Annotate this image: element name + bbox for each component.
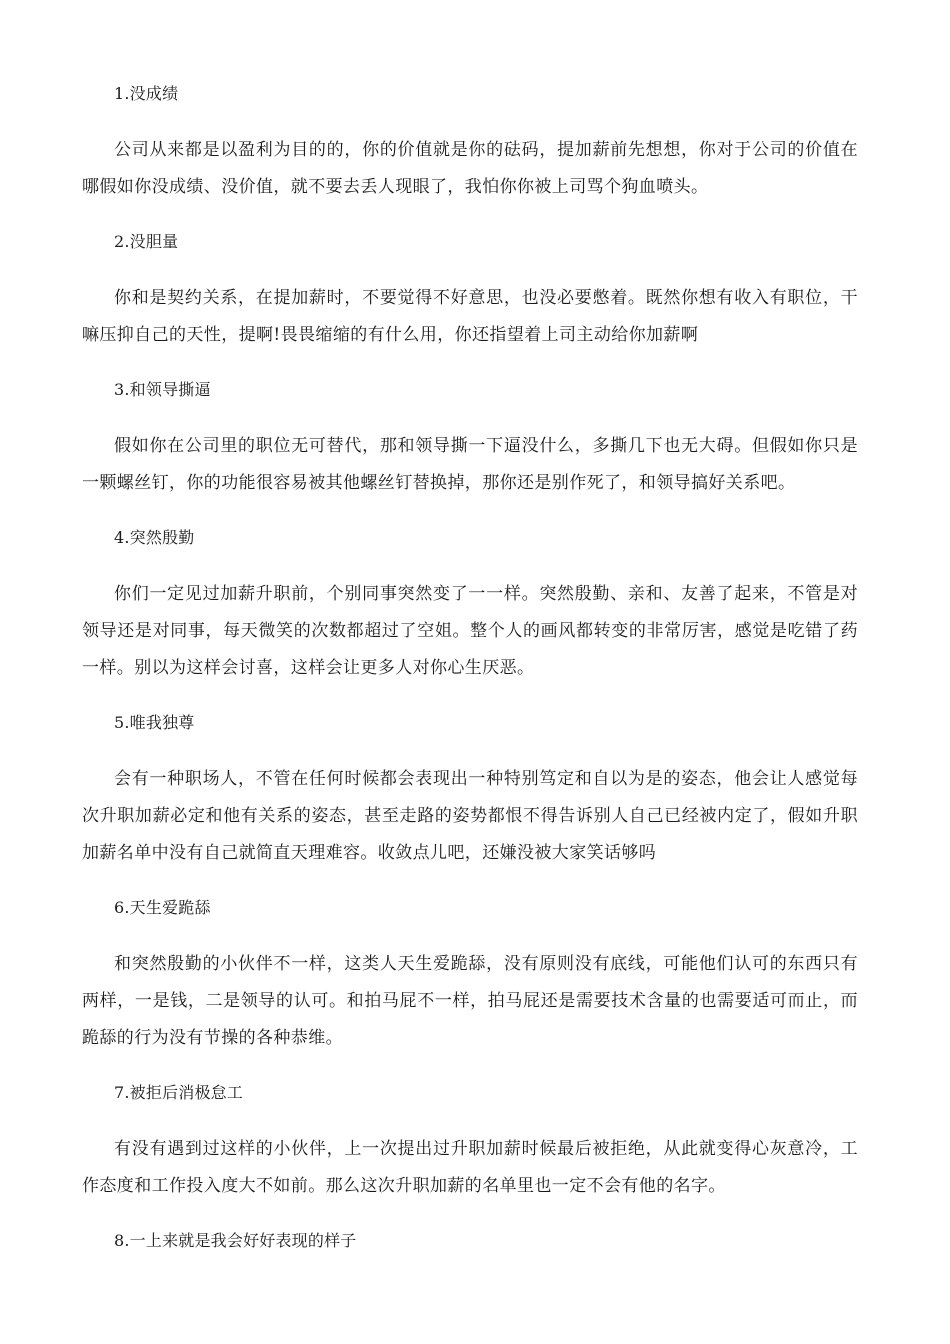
section-heading: 4.突然殷勤 <box>114 528 195 547</box>
section-paragraph: 有没有遇到过这样的小伙伴，上一次提出过升职加薪时候最后被拒绝，从此就变得心灰意冷，工作态度和工作投入度大不如前。那么这次升职加薪的名单里也一定不会有他的名字。 <box>82 1139 858 1196</box>
section-heading: 8.一上来就是我会好好表现的样子 <box>114 1231 357 1250</box>
section-heading: 6.天生爱跪舔 <box>114 898 211 917</box>
section-heading: 2.没胆量 <box>114 232 179 251</box>
section-heading: 7.被拒后消极怠工 <box>114 1083 244 1102</box>
section-heading: 1.没成绩 <box>114 84 179 103</box>
section-paragraph: 你和是契约关系，在提加薪时，不要觉得不好意思，也没必要憋着。既然你想有收入有职位，干嘛压抑自己的天性，提啊!畏畏缩缩的有什么用，你还指望着上司主动给你加薪啊 <box>82 288 858 345</box>
section-paragraph: 会有一种职场人，不管在任何时候都会表现出一种特别笃定和自以为是的姿态，他会让人感觉每次升职加薪必定和他有关系的姿态，甚至走路的姿势都恨不得告诉别人自己已经被内定了，假如升职加薪名单中没有自己就简直天理难容。收敛点儿吧，还嫌没被大家笑话够吗 <box>82 769 858 863</box>
article-body <box>82 80 858 1255</box>
section-paragraph: 公司从来都是以盈利为目的的，你的价值就是你的砝码，提加薪前先想想，你对于公司的价值在哪假如你没成绩、没价值，就不要去丢人现眼了，我怕你你被上司骂个狗血喷头。 <box>82 140 858 197</box>
section-heading: 3.和领导撕逼 <box>114 380 211 399</box>
section-paragraph: 你们一定见过加薪升职前，个别同事突然变了一一样。突然殷勤、亲和、友善了起来，不管是对领导还是对同事，每天微笑的次数都超过了空姐。整个人的画风都转变的非常厉害，感觉是吃错了药一样。别以为这样会讨喜，这样会让更多人对你心生厌恶。 <box>82 584 858 678</box>
section-heading: 5.唯我独尊 <box>114 713 195 732</box>
section-paragraph: 和突然殷勤的小伙伴不一样，这类人天生爱跪舔，没有原则没有底线，可能他们认可的东西只有两样，一是钱，二是领导的认可。和拍马屁不一样，拍马屁还是需要技术含量的也需要适可而止，而跪舔的行为没有节操的各种恭维。 <box>82 954 858 1048</box>
section-paragraph: 假如你在公司里的职位无可替代，那和领导撕一下逼没什么，多撕几下也无大碍。但假如你只是一颗螺丝钉，你的功能很容易被其他螺丝钉替换掉，那你还是别作死了，和领导搞好关系吧。 <box>82 436 858 493</box>
